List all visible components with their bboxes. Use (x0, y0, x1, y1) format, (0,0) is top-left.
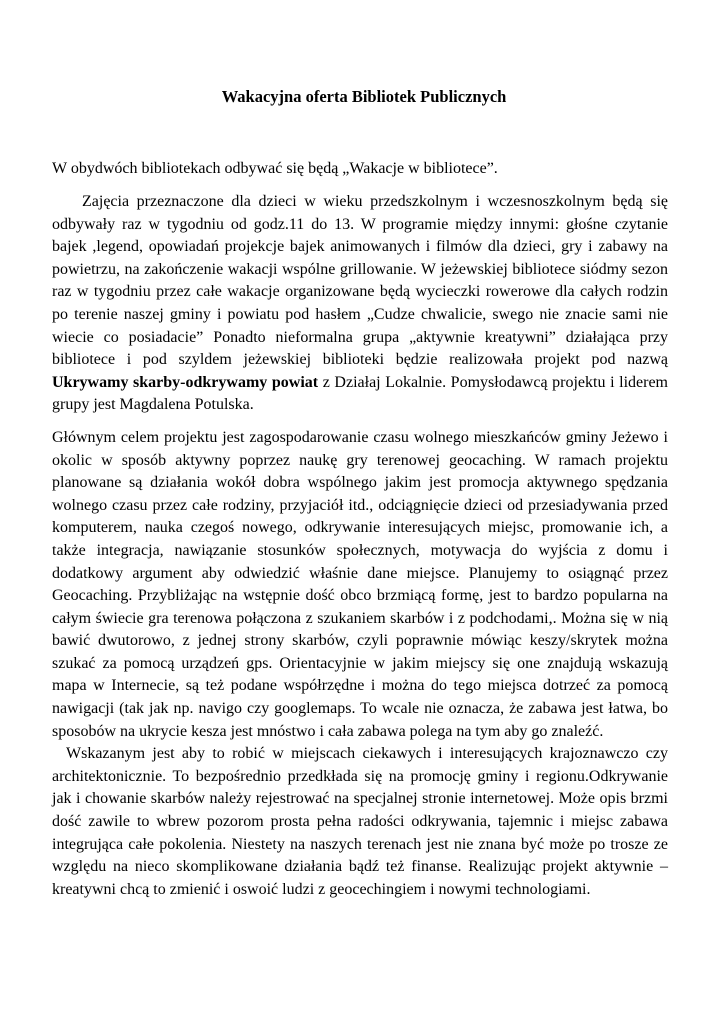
paragraph-activities-end: z Działaj Lokalnie. Pomysłodawcą projektu i liderem grupy jest Magdalena Potulska. (52, 373, 668, 414)
project-name: Ukrywamy skarby-odkrywamy powiat (52, 373, 319, 391)
paragraph-activities-text: Zajęcia przeznaczone dla dzieci w wieku przedszkolnym i wczesnoszkolnym będą się odbywały raz w tygodniu od godz.11 do 13. W programie między innymi: głośne czytanie bajek ,legend, opowiadań projekcje bajek animowanych i filmów dla dzieci, gry i zabawy na powietrzu, na zakończenie wakacji wspólne grillowanie. W jeżewskiej bibliotece siódmy sezon raz w tygodniu przez całe wakacje organizowane będą wycieczki rowerowe dla całych rodzin po terenie naszej gminy i powiatu pod hasłem „Cudze chwalicie, swego nie znacie sami nie wiecie co posiadacie” Ponadto nieformalna grupa „aktywnie kreatywni” działająca przy bibliotece i pod szyldem jeżewskiej biblioteki będzie realizowała projekt pod nazwą (52, 193, 668, 369)
paragraph-activities (52, 191, 668, 417)
document-title: Wakacyjna oferta Bibliotek Publicznych (221, 87, 507, 106)
intro-paragraph: W obydwóch bibliotekach odbywać się będą „Wakacje w bibliotece”. (52, 160, 498, 177)
paragraph-project-summary: Wskazanym jest aby to robić w miejscach ciekawych i interesujących krajoznawczo czy architektonicznie. To bezpośrednio przedkłada się na promocję gminy i regionu.Odkrywanie jak i chowanie skarbów należy rejestrować na specjalnej stronie internetowej. Może opis brzmi dość zawile to wbrew pozorom prosta pełna radości odkrywania, tajemnic i miejsc zabawa integrująca całe pokolenia. Niestety na naszych terenach jest nie znana być może po trosze ze względu na nieco skomplikowane działania bądź też finanse. Realizując projekt aktywnie –kreatywni chcą to zmienić i oswoić ludzi z geocechingiem i nowymi technologiami. (52, 745, 668, 898)
paragraph-project-goal: Głównym celem projektu jest zagospodarowanie czasu wolnego mieszkańców gminy Jeżewo i okolic w sposób aktywny poprzez naukę gry terenowej geocaching. W ramach projektu planowane są działania wokół dobra wspólnego jakim jest promocja aktywnego spędzania wolnego czasu przez całe rodziny, przyjaciół itd., odciągnięcie dzieci od przesiadywania przed komputerem, nauka czegoś nowego, odkrywanie interesujących miejsc, promowanie ich, a także integracja, nawiązanie stosunków społecznych, motywacja do wyjścia z domu i dodatkowy argument aby odwiedzić właśnie dane miejsce. Planujemy to osiągnąć przez Geocaching. Przybliżając na wstępnie dość obco brzmiącą formę, jest to bardzo popularna na całym świecie gra terenowa połączona z szukaniem skarbów i z podchodami,. Można się w nią bawić dwutorowo, z jednej strony skarbów, czyli poprawnie mówiąc keszy/skrytek można szukać za pomocą urządzeń gps. Orientacyjnie w jakim miejscy się one znajdują wskazują mapa w Internecie, są też podane współrzędne i można do tego miejsca dotrzeć za pomocą nawigacji (tak jak np. navigo czy googlemaps. To wcale nie oznacza, że zabawa jest łatwa, bo sposobów na ukrycie kesza jest mnóstwo i cała zabawa polega na tym aby go znaleźć. (52, 428, 668, 740)
